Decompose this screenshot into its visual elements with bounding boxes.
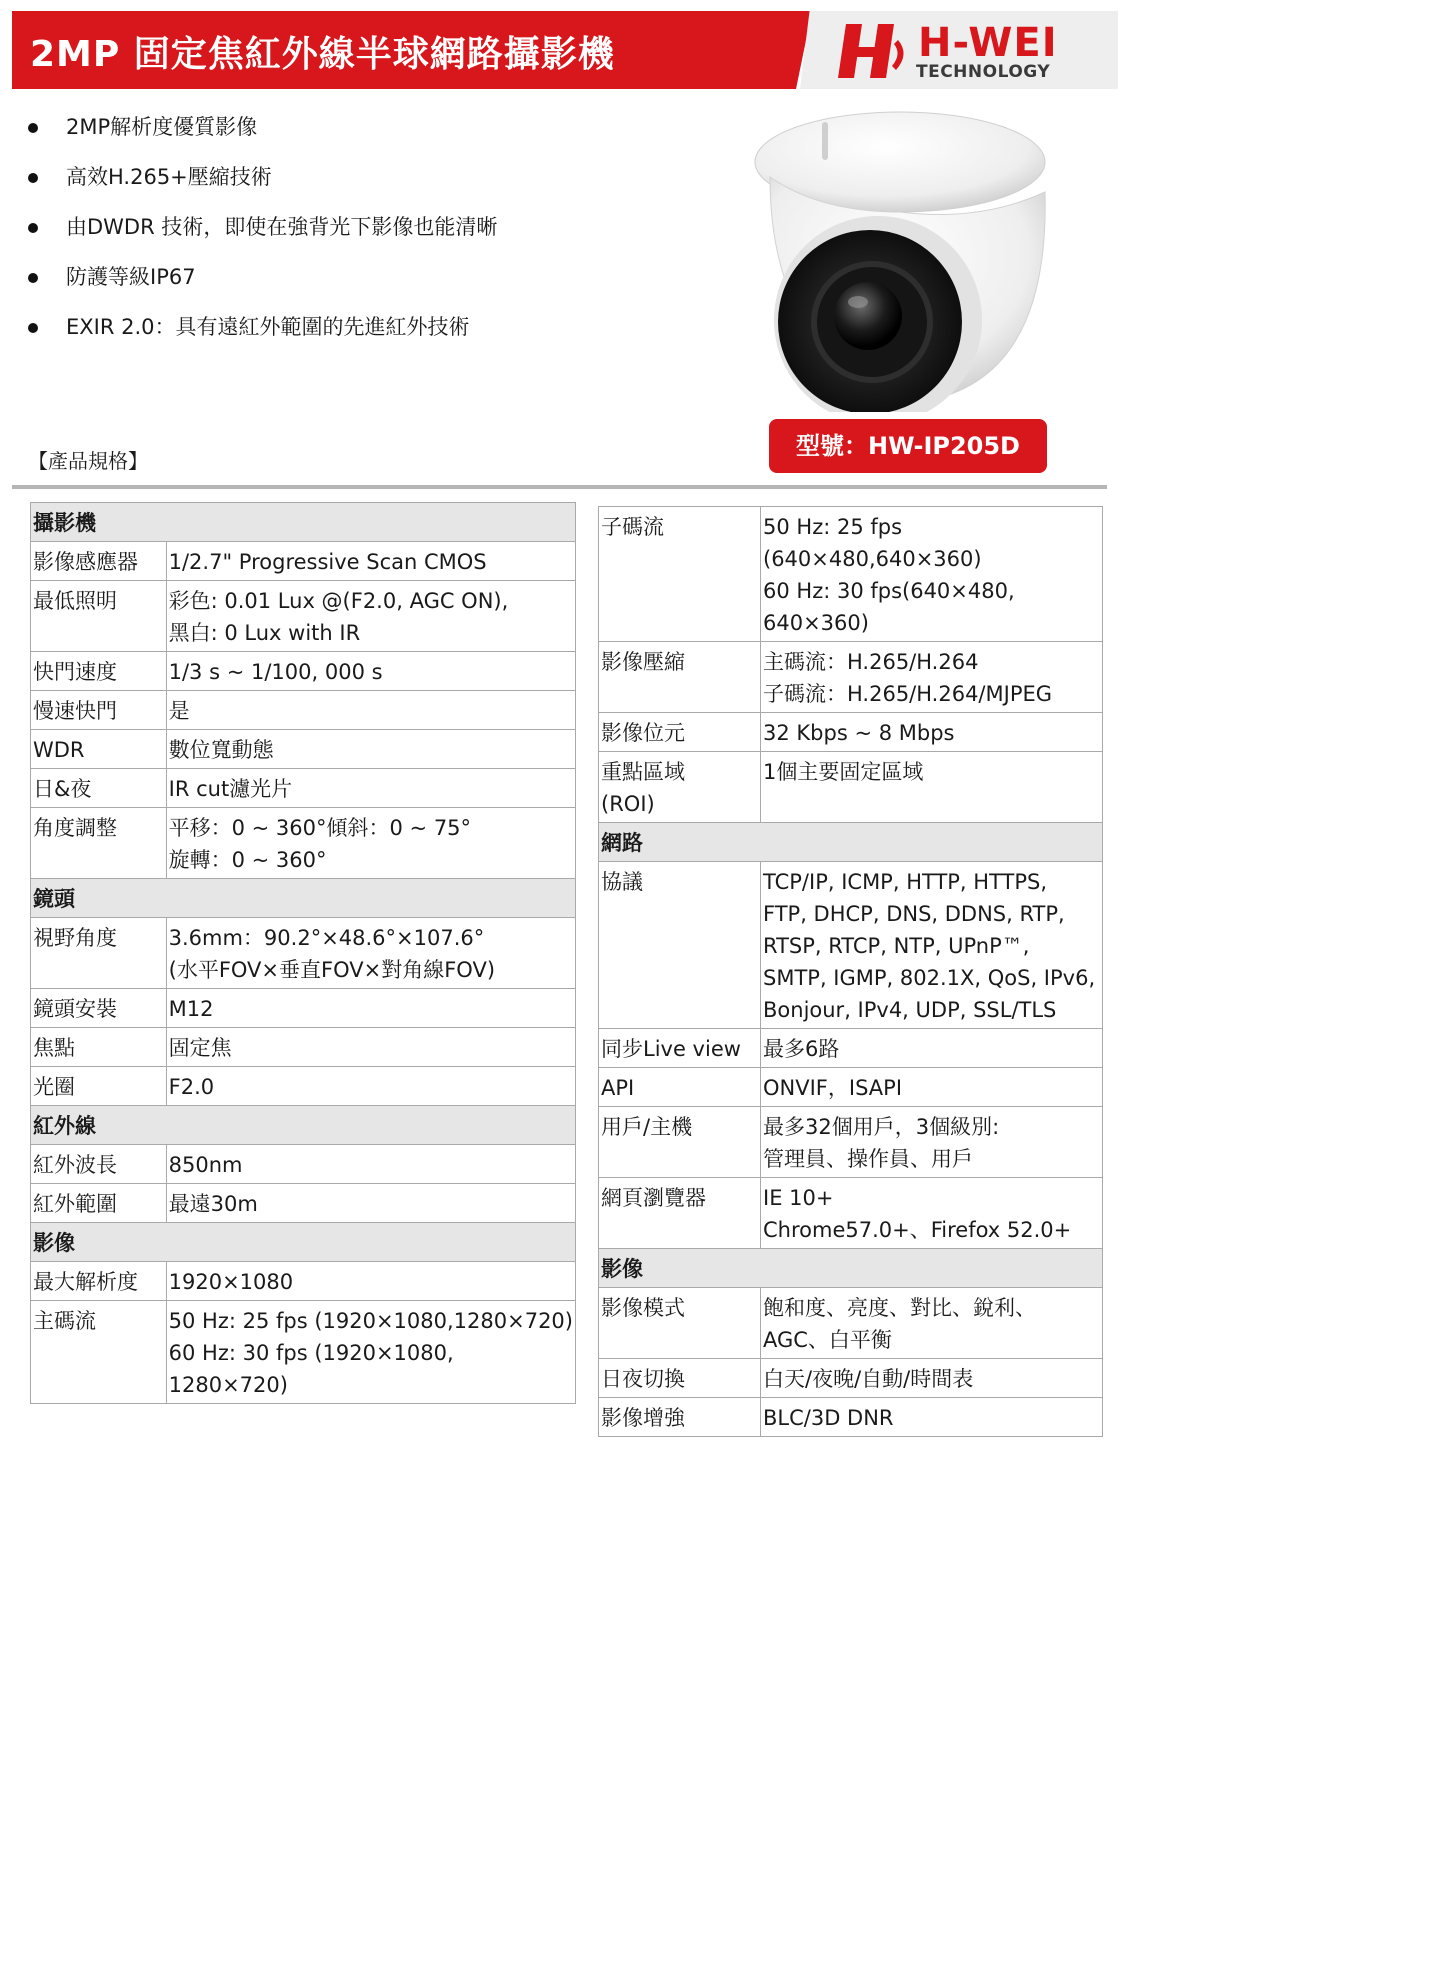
spec-value bbox=[166, 652, 575, 691]
spec-row bbox=[599, 1107, 1103, 1178]
spec-key bbox=[31, 691, 167, 730]
spec-value-text: 數位寬動態 bbox=[168, 738, 274, 762]
spec-row bbox=[31, 1184, 576, 1223]
spec-key bbox=[599, 1359, 761, 1398]
spec-key-text: 最低照明 bbox=[33, 589, 117, 613]
spec-row bbox=[31, 808, 576, 879]
spec-value-text: FTP, DHCP, DNS, DDNS, RTP, bbox=[763, 902, 1065, 926]
spec-row bbox=[599, 1398, 1103, 1437]
spec-value-text: 1個主要固定區域 bbox=[763, 760, 924, 784]
spec-value-text: F2.0 bbox=[168, 1075, 215, 1099]
category-row bbox=[599, 823, 1103, 862]
spec-key-text: 影像模式 bbox=[601, 1296, 685, 1320]
spec-value-text: 最多32個用戶，3個級別: bbox=[763, 1115, 1000, 1139]
spec-value bbox=[166, 1145, 575, 1184]
spec-value-text: IR cut濾光片 bbox=[168, 777, 293, 801]
bullet-icon bbox=[28, 273, 38, 283]
model-badge: 型號：HW-IP205D bbox=[769, 419, 1047, 473]
spec-key-text: 紅外波長 bbox=[33, 1153, 117, 1177]
spec-key-text: 用戶/主機 bbox=[601, 1115, 693, 1139]
brand-logo bbox=[832, 20, 1122, 82]
category-label: 鏡頭 bbox=[31, 879, 576, 918]
spec-key-text: (ROI) bbox=[601, 792, 655, 816]
spec-key-text: 焦點 bbox=[33, 1036, 75, 1060]
spec-row bbox=[31, 542, 576, 581]
spec-value-text: 彩色: 0.01 Lux @(F2.0, AGC ON), bbox=[168, 589, 509, 613]
spec-row bbox=[31, 691, 576, 730]
spec-row bbox=[31, 1262, 576, 1301]
bullet-icon bbox=[28, 223, 38, 233]
spec-value-text: 白天/夜晚/自動/時間表 bbox=[763, 1367, 974, 1391]
spec-key-text: 快門速度 bbox=[33, 660, 117, 684]
spec-value bbox=[761, 1398, 1103, 1437]
spec-key-text: 同步Live view bbox=[601, 1037, 741, 1061]
bullet-icon bbox=[28, 323, 38, 333]
category-row bbox=[31, 1106, 576, 1145]
spec-value-text: 子碼流：H.265/H.264/MJPEG bbox=[763, 682, 1053, 706]
spec-value bbox=[761, 713, 1103, 752]
spec-row bbox=[599, 1288, 1103, 1359]
spec-key-text: 最大解析度 bbox=[33, 1270, 138, 1294]
spec-key bbox=[599, 752, 761, 823]
spec-value bbox=[166, 542, 575, 581]
spec-value-text: 850nm bbox=[168, 1153, 243, 1177]
spec-key-text: 視野角度 bbox=[33, 926, 117, 950]
spec-value-text: 旋轉：0 ~ 360° bbox=[168, 848, 327, 872]
spec-key-text: 角度調整 bbox=[33, 816, 117, 840]
spec-row bbox=[31, 1145, 576, 1184]
category-row bbox=[31, 503, 576, 542]
spec-value bbox=[761, 752, 1103, 823]
spec-value bbox=[166, 808, 575, 879]
spec-key bbox=[31, 918, 167, 989]
spec-row bbox=[599, 642, 1103, 713]
spec-key-text: 子碼流 bbox=[601, 515, 664, 539]
spec-key bbox=[31, 808, 167, 879]
spec-key-text: 日&夜 bbox=[33, 777, 92, 801]
spec-value bbox=[166, 581, 575, 652]
spec-key bbox=[31, 1184, 167, 1223]
brand-subtitle: TECHNOLOGY bbox=[916, 62, 1051, 82]
spec-key bbox=[31, 1301, 167, 1404]
spec-key bbox=[599, 1107, 761, 1178]
feature-item bbox=[28, 262, 497, 312]
spec-key bbox=[599, 642, 761, 713]
spec-value bbox=[166, 1067, 575, 1106]
hwei-logo-icon bbox=[832, 20, 910, 82]
category-label: 攝影機 bbox=[31, 503, 576, 542]
spec-value-text: AGC、白平衡 bbox=[763, 1328, 892, 1352]
spec-value bbox=[761, 1107, 1103, 1178]
spec-key-text: API bbox=[601, 1076, 635, 1100]
spec-key-text: 日夜切換 bbox=[601, 1367, 685, 1391]
spec-row bbox=[599, 1068, 1103, 1107]
spec-key bbox=[599, 713, 761, 752]
spec-value-text: 50 Hz: 25 fps bbox=[763, 515, 903, 539]
bullet-icon bbox=[28, 173, 38, 183]
spec-row bbox=[599, 862, 1103, 1029]
feature-item bbox=[28, 162, 497, 212]
spec-value-text: 1280×720) bbox=[168, 1373, 288, 1397]
spec-key bbox=[599, 1288, 761, 1359]
spec-value-text: 1/3 s ~ 1/100, 000 s bbox=[168, 660, 383, 684]
category-row bbox=[599, 1249, 1103, 1288]
category-label: 紅外線 bbox=[31, 1106, 576, 1145]
spec-value-text: TCP/IP, ICMP, HTTP, HTTPS, bbox=[763, 870, 1048, 894]
spec-value-text: 60 Hz: 30 fps(640×480, bbox=[763, 579, 1015, 603]
spec-key-text: 影像增強 bbox=[601, 1406, 685, 1430]
spec-key bbox=[31, 542, 167, 581]
spec-row bbox=[31, 730, 576, 769]
spec-row bbox=[31, 1067, 576, 1106]
spec-row bbox=[31, 1028, 576, 1067]
spec-row bbox=[599, 507, 1103, 642]
spec-row bbox=[599, 713, 1103, 752]
spec-value bbox=[761, 862, 1103, 1029]
spec-key-text: 協議 bbox=[601, 870, 643, 894]
spec-key bbox=[31, 1028, 167, 1067]
spec-value bbox=[166, 1262, 575, 1301]
spec-value bbox=[166, 769, 575, 808]
spec-value-text: 3.6mm：90.2°×48.6°×107.6° bbox=[168, 926, 485, 950]
spec-value bbox=[166, 1028, 575, 1067]
spec-value-text: 最多6路 bbox=[763, 1037, 840, 1061]
spec-row bbox=[31, 652, 576, 691]
spec-value-text: (640×480,640×360) bbox=[763, 547, 982, 571]
spec-key bbox=[31, 652, 167, 691]
spec-value bbox=[166, 730, 575, 769]
spec-key bbox=[31, 989, 167, 1028]
page-title: 2MP 固定焦紅外線半球網路攝影機 bbox=[30, 34, 615, 75]
spec-value-text: Chrome57.0+、Firefox 52.0+ bbox=[763, 1218, 1072, 1242]
spec-row bbox=[599, 1178, 1103, 1249]
spec-value-text: 管理員、操作員、用戶 bbox=[763, 1147, 973, 1171]
spec-key bbox=[31, 1262, 167, 1301]
divider bbox=[12, 485, 1107, 489]
spec-value-text: 黑白: 0 Lux with IR bbox=[168, 621, 361, 645]
spec-value-text: 是 bbox=[168, 699, 190, 723]
spec-value-text: 最遠30m bbox=[168, 1192, 258, 1216]
spec-value-text: ONVIF，ISAPI bbox=[763, 1076, 903, 1100]
spec-value bbox=[166, 691, 575, 730]
spec-key bbox=[599, 862, 761, 1029]
spec-value bbox=[761, 1178, 1103, 1249]
spec-key-text: 主碼流 bbox=[33, 1309, 96, 1333]
brand-name: H-WEI bbox=[918, 20, 1058, 66]
spec-value-text: 主碼流：H.265/H.264 bbox=[763, 650, 979, 674]
feature-text: EXIR 2.0：具有遠紅外範圍的先進紅外技術 bbox=[66, 315, 470, 339]
spec-value-text: (水平FOV×垂直FOV×對角線FOV) bbox=[168, 958, 496, 982]
spec-key-text: WDR bbox=[33, 738, 85, 762]
spec-key-text: 影像壓縮 bbox=[601, 650, 685, 674]
spec-value-text: 640×360) bbox=[763, 611, 869, 635]
spec-value bbox=[166, 1184, 575, 1223]
category-row bbox=[31, 879, 576, 918]
spec-value bbox=[761, 1068, 1103, 1107]
spec-key-text: 慢速快門 bbox=[33, 699, 117, 723]
category-label: 影像 bbox=[599, 1249, 1103, 1288]
category-label: 網路 bbox=[599, 823, 1103, 862]
spec-value-text: 1920×1080 bbox=[168, 1270, 294, 1294]
spec-value bbox=[166, 1301, 575, 1404]
feature-item bbox=[28, 212, 497, 262]
spec-value-text: 60 Hz: 30 fps (1920×1080, bbox=[168, 1341, 454, 1365]
feature-item bbox=[28, 112, 497, 162]
spec-key-text: 光圈 bbox=[33, 1075, 75, 1099]
feature-text: 由DWDR 技術，即使在強背光下影像也能清晰 bbox=[66, 215, 498, 239]
spec-key bbox=[599, 1178, 761, 1249]
spec-key bbox=[31, 1067, 167, 1106]
dome-camera-image bbox=[750, 102, 1060, 412]
spec-table-right bbox=[598, 506, 1103, 1437]
feature-text: 防護等級IP67 bbox=[66, 265, 196, 289]
spec-key-text: 網頁瀏覽器 bbox=[601, 1186, 706, 1210]
spec-value-text: 1/2.7" Progressive Scan CMOS bbox=[168, 550, 487, 574]
spec-value bbox=[761, 1029, 1103, 1068]
spec-value-text: BLC/3D DNR bbox=[763, 1406, 894, 1430]
spec-value-text: 32 Kbps ~ 8 Mbps bbox=[763, 721, 955, 745]
spec-value bbox=[166, 918, 575, 989]
spec-value-text: 飽和度、亮度、對比、銳利、 bbox=[763, 1296, 1036, 1320]
spec-key-text: 重點區域 bbox=[601, 760, 685, 784]
spec-row bbox=[599, 1029, 1103, 1068]
spec-value-text: RTSP, RTCP, NTP, UPnP™, bbox=[763, 934, 1030, 958]
section-heading: 【產品規格】 bbox=[28, 449, 148, 473]
spec-key bbox=[31, 1145, 167, 1184]
spec-value-text: 固定焦 bbox=[168, 1036, 232, 1060]
feature-list bbox=[28, 112, 497, 356]
spec-row bbox=[599, 1359, 1103, 1398]
spec-key bbox=[31, 730, 167, 769]
spec-value bbox=[761, 1288, 1103, 1359]
spec-key-text: 影像位元 bbox=[601, 721, 685, 745]
spec-key-text: 紅外範圍 bbox=[33, 1192, 117, 1216]
category-label: 影像 bbox=[31, 1223, 576, 1262]
category-row bbox=[31, 1223, 576, 1262]
spec-value-text: SMTP, IGMP, 802.1X, QoS, IPv6, bbox=[763, 966, 1096, 990]
spec-value-text: 50 Hz: 25 fps (1920×1080,1280×720) bbox=[168, 1309, 573, 1333]
spec-key-text: 影像感應器 bbox=[33, 550, 138, 574]
spec-key bbox=[599, 1068, 761, 1107]
spec-row bbox=[31, 581, 576, 652]
spec-value-text: IE 10+ bbox=[763, 1186, 834, 1210]
spec-key bbox=[599, 1029, 761, 1068]
feature-text: 高效H.265+壓縮技術 bbox=[66, 165, 272, 189]
spec-value bbox=[761, 642, 1103, 713]
spec-value-text: Bonjour, IPv4, UDP, SSL/TLS bbox=[763, 998, 1057, 1022]
feature-text: 2MP解析度優質影像 bbox=[66, 115, 258, 139]
spec-row bbox=[31, 989, 576, 1028]
spec-value-text: 平移：0 ~ 360°傾斜：0 ~ 75° bbox=[168, 816, 472, 840]
spec-key bbox=[599, 507, 761, 642]
spec-key bbox=[599, 1398, 761, 1437]
spec-row bbox=[31, 918, 576, 989]
spec-value bbox=[166, 989, 575, 1028]
spec-row bbox=[31, 1301, 576, 1404]
spec-table-left bbox=[30, 502, 576, 1404]
feature-item bbox=[28, 312, 497, 356]
spec-key bbox=[31, 581, 167, 652]
spec-key-text: 鏡頭安裝 bbox=[33, 997, 117, 1021]
spec-value bbox=[761, 1359, 1103, 1398]
spec-row bbox=[599, 752, 1103, 823]
bullet-icon bbox=[28, 123, 38, 133]
spec-row bbox=[31, 769, 576, 808]
spec-value bbox=[761, 507, 1103, 642]
spec-value-text: M12 bbox=[168, 997, 214, 1021]
spec-key bbox=[31, 769, 167, 808]
